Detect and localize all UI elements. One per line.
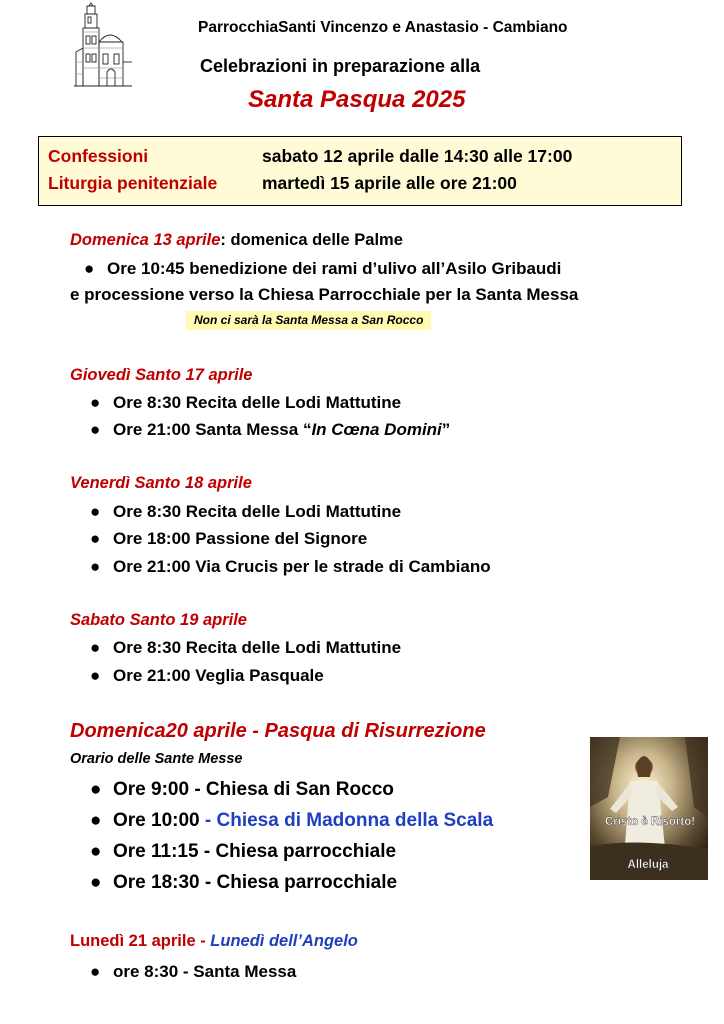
confessions-label: Confessioni (48, 146, 149, 166)
risen-christ-image (590, 737, 708, 880)
list-item (90, 810, 493, 832)
list-item (90, 529, 367, 549)
confessions-box (38, 136, 682, 206)
holy-thursday-item-text: Ore 21:00 Santa Messa “ (113, 420, 312, 439)
bullet-icon: ● (90, 872, 102, 893)
mass-time: Ore 11:15 (113, 841, 199, 862)
easter-monday-name: Lunedì dell’Angelo (210, 932, 358, 950)
list-item (84, 259, 561, 279)
easter-monday-heading (70, 932, 358, 951)
list-item (90, 393, 401, 413)
mass-time: Ore 18:30 (113, 872, 200, 893)
confessions-time: sabato 12 aprile dalle 14:30 alle 17:00 (262, 146, 573, 166)
palm-sunday-date: Domenica 13 aprile (70, 231, 221, 249)
list-item (90, 872, 397, 894)
list-item (90, 638, 401, 658)
list-item (90, 841, 396, 863)
penitential-liturgy-time: martedì 15 aprile alle ore 21:00 (262, 173, 517, 193)
mass-location: - Chiesa di Madonna della Scala (199, 810, 494, 831)
image-caption: Cristo è Risorto! (604, 816, 696, 828)
good-friday-item-text: Ore 21:00 Via Crucis per le strade di Cambiano (113, 557, 491, 576)
image-caption: Alleluja (627, 859, 669, 871)
bullet-icon: ● (90, 841, 102, 862)
bullet-icon: ● (90, 779, 102, 800)
mass-time: Ore 9:00 (113, 779, 190, 800)
bullet-icon: ● (90, 420, 101, 439)
closing-quote: ” (441, 420, 451, 439)
bullet-icon: ● (90, 810, 102, 831)
bullet-icon: ● (90, 393, 101, 412)
holy-thursday-item-text: Ore 8:30 Recita delle Lodi Mattutine (113, 393, 402, 412)
bullet-icon: ● (90, 666, 101, 685)
easter-heading: Domenica20 aprile - Pasqua di Risurrezione (70, 720, 486, 742)
penitential-liturgy-row (48, 173, 517, 194)
mass-location: - Chiesa parrocchiale (199, 872, 398, 893)
mass-title: In Cœna Domini (311, 420, 442, 439)
bullet-icon: ● (84, 259, 95, 278)
easter-monday-date: Lunedì 21 aprile - (70, 932, 211, 950)
mass-location: - Chiesa parrocchiale (198, 841, 397, 862)
bullet-icon: ● (90, 529, 101, 548)
list-item (90, 557, 491, 577)
palm-sunday-name: : domenica delle Palme (220, 231, 403, 249)
bullet-icon: ● (90, 557, 101, 576)
bullet-icon: ● (90, 962, 101, 981)
confessions-row (48, 146, 572, 167)
palm-sunday-heading (70, 231, 403, 250)
easter-monday-item-text: ore 8:30 - Santa Messa (113, 962, 297, 981)
palm-sunday-item-continuation: e processione verso la Chiesa Parrocchiale per la Santa Messa (70, 285, 579, 304)
good-friday-item-text: Ore 18:00 Passione del Signore (113, 529, 368, 548)
notice-highlight: Non ci sarà la Santa Messa a San Rocco (186, 311, 431, 330)
page-subtitle: Celebrazioni in preparazione alla (200, 56, 481, 76)
list-item (90, 779, 394, 801)
holy-thursday-heading: Giovedì Santo 17 aprile (70, 366, 253, 384)
penitential-liturgy-label: Liturgia penitenziale (48, 173, 218, 193)
palm-sunday-item-text: Ore 10:45 benedizione dei rami d’ulivo all’Asilo Gribaudi (107, 259, 562, 278)
parish-name: ParrocchiaSanti Vincenzo e Anastasio - Cambiano (198, 19, 568, 36)
list-item (90, 502, 401, 522)
mass-time: Ore 10:00 (113, 810, 200, 831)
holy-saturday-item-text: Ore 21:00 Veglia Pasquale (113, 666, 324, 685)
page-title: Santa Pasqua 2025 (248, 86, 466, 113)
holy-saturday-heading: Sabato Santo 19 aprile (70, 611, 247, 629)
good-friday-item-text: Ore 8:30 Recita delle Lodi Mattutine (113, 502, 402, 521)
list-item (90, 962, 296, 982)
list-item (90, 420, 450, 440)
easter-subheading: Orario delle Sante Messe (70, 751, 243, 767)
list-item (90, 666, 324, 686)
mass-location: - Chiesa di San Rocco (189, 779, 394, 800)
bullet-icon: ● (90, 638, 101, 657)
church-drawing (72, 2, 134, 88)
good-friday-heading: Venerdì Santo 18 aprile (70, 474, 252, 492)
bullet-icon: ● (90, 502, 101, 521)
holy-saturday-item-text: Ore 8:30 Recita delle Lodi Mattutine (113, 638, 402, 657)
